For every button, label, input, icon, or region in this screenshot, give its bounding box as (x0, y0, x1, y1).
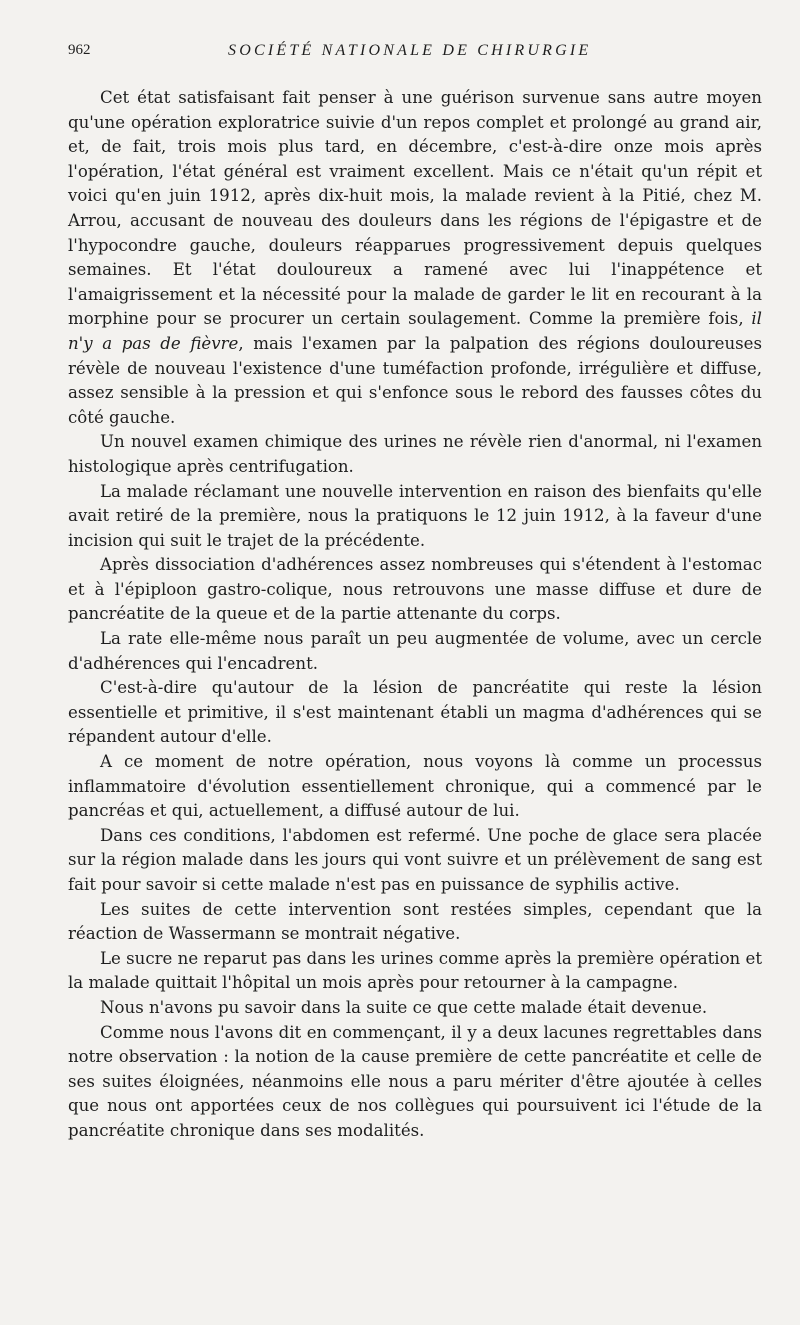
journal-title: SOCIÉTÉ NATIONALE DE CHIRURGIE (228, 42, 592, 59)
paragraph-11: Nous n'avons pu savoir dans la suite ce que cette malade était devenue. (100, 997, 708, 1017)
paragraph-6: C'est-à-dire qu'autour de la lésion de pancréatite qui reste la lésion essentielle et primitive, il s'est maintenant établi un magma d'adhérences qui se répandent autour d'elle. (68, 678, 762, 747)
paragraph-1 (68, 86, 762, 430)
paragraph-10: Le sucre ne reparut pas dans les urines comme après la première opération et la malade quittait l'hôpital un mois après pour retourner à la campagne. (68, 948, 763, 993)
body-text (68, 86, 762, 1144)
paragraph-8: Dans ces conditions, l'abdomen est refermé. Une poche de glace sera placée sur la région malade dans les jours qui vont suivre et un prélèvement de sang est fait pour savoir si cette malade n'est pas en puissance de syphilis active. (68, 825, 762, 894)
page-number: 962 (68, 42, 91, 58)
paragraph-9: Les suites de cette intervention sont restées simples, cependant que la réaction de Wassermann se montrait négative. (68, 899, 762, 944)
paragraph-1-text: Cet état satisfaisant fait penser à une guérison survenue sans autre moyen qu'une opération exploratrice suivie d'un repos complet et prolongé au grand air, et, de fait, trois mois plus tard, en décembre, c'est-à-dire onze mois après l'opération, l'état général est vraiment excellent. Mais ce n'était qu'un répit et voici qu'en juin 1912, après dix-huit mois, la malade revient à la Pitié, chez M. Arrou, accusant de nouveau des douleurs dans les régions de l'épigastre et de l'hypocondre gauche, douleurs réapparues progressivement depuis quelques semaines. Et l'état douloureux a ramené avec lui l'inappétence et l'amaigrissement et la nécessité pour la malade de garder le lit en recourant à la morphine pour se procurer un certain soulagement. Comme la première fois, (68, 88, 762, 329)
running-head (68, 42, 762, 66)
paragraph-3: La malade réclamant une nouvelle intervention en raison des bienfaits qu'elle avait retiré de la première, nous la pratiquons le 12 juin 1912, à la faveur d'une incision qui suit le trajet de la précédente. (68, 481, 762, 550)
italic-phrase: il n'y a pas de fièvre (68, 309, 762, 353)
paragraph-2: Un nouvel examen chimique des urines ne révèle rien d'anormal, ni l'examen histologique après centrifugation. (68, 432, 762, 476)
paragraph-12: Comme nous l'avons dit en commençant, il y a deux lacunes regrettables dans notre observation : la notion de la cause première de cette pancréatite et celle de ses suites éloignées, néanmoins elle nous a paru mériter d'être ajoutée à celles que nous ont apportées ceux de nos collègues qui poursuivent ici l'étude de la pancréatite chronique dans ses modalités. (68, 1022, 762, 1140)
paragraph-7: A ce moment de notre opération, nous voyons là comme un processus inflammatoire d'évolution essentiellement chronique, qui a commencé par le pancréas et qui, actuellement, a diffusé autour de lui. (68, 752, 762, 821)
paragraph-5: La rate elle-même nous paraît un peu augmentée de volume, avec un cercle d'adhérences qui l'encadrent. (68, 629, 762, 673)
paragraph-4: Après dissociation d'adhérences assez nombreuses qui s'étendent à l'estomac et à l'épiploon gastro-colique, nous retrouvons une masse diffuse et dure de pancréatite de la queue et de la partie attenante du corps. (68, 555, 762, 624)
paragraph-1-text-end: , mais l'examen par la palpation des régions douloureuses révèle de nouveau l'existence d'une tuméfaction profonde, irrégulière et diffuse, assez sensible à la pression et qui s'enfonce sous le rebord des fausses côtes du côté gauche. (68, 333, 762, 427)
